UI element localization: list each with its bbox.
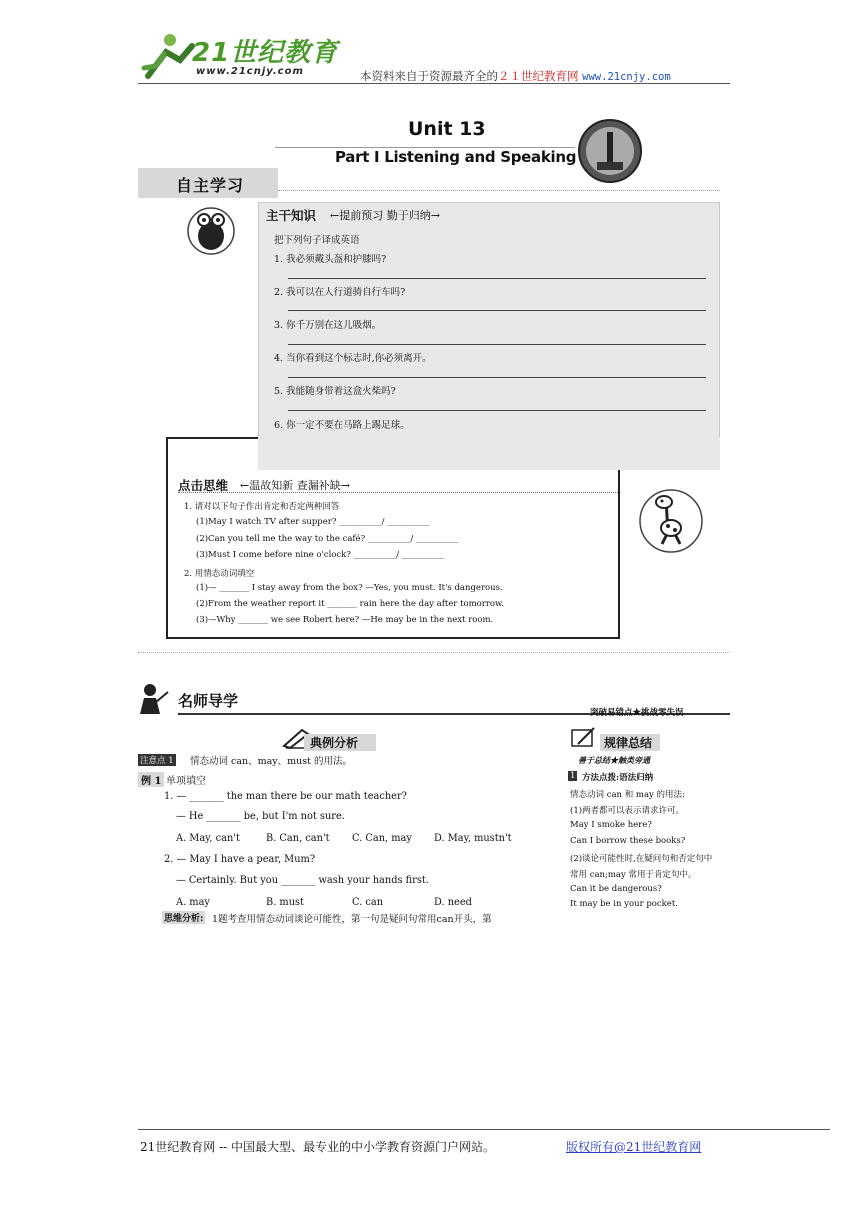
answer-line[interactable] bbox=[288, 410, 706, 411]
rule-line: Can I borrow these books? bbox=[570, 836, 686, 846]
rule-line: 常用 can;may 常用于肯定句中。 bbox=[570, 870, 697, 880]
q2-title: 2. 用情态动词填空 bbox=[184, 569, 255, 579]
rule-title: 方法点拨:语法归纳 bbox=[582, 773, 654, 783]
option[interactable]: D. need bbox=[434, 897, 472, 908]
translation-item: 5. 我能随身带着这盒火柴吗? bbox=[274, 386, 396, 397]
question-line: 1. — _______ the man there be our math teacher? bbox=[164, 791, 407, 802]
answer-line[interactable] bbox=[288, 278, 706, 279]
zhugan-label: 主干知识 bbox=[266, 208, 317, 223]
teacher-guide-label: 名师导学 bbox=[178, 692, 239, 710]
q1-item: (2)Can you tell me the way to the café? __________/ __________ bbox=[196, 534, 459, 544]
answer-line[interactable] bbox=[288, 377, 706, 378]
unit-title: Unit 13 bbox=[408, 118, 486, 140]
q1-item: (1)May I watch TV after supper? __________/ __________ bbox=[196, 517, 430, 527]
option[interactable]: D. May, mustn't bbox=[434, 833, 512, 844]
dotted-divider bbox=[178, 492, 618, 493]
note-tag: 注意点 1 bbox=[140, 756, 174, 766]
frog-mascot-icon bbox=[186, 206, 236, 256]
example-text: 单项填空 bbox=[166, 776, 206, 787]
rules-subtitle: 善于总结★触类旁通 bbox=[578, 755, 650, 765]
rule-line: It may be in your pocket. bbox=[570, 899, 678, 909]
rule-line: Can it be dangerous? bbox=[570, 884, 662, 894]
option[interactable]: B. must bbox=[266, 897, 304, 908]
translation-item: 6. 你一定不要在马路上踢足球。 bbox=[274, 420, 410, 431]
q2-item: (1)— _______ I stay away from the box? —Yes, you must. It's dangerous. bbox=[196, 583, 503, 593]
example-tag: 例 1 bbox=[138, 772, 164, 787]
dianji-label: 点击思维 bbox=[178, 478, 229, 493]
header-note-url[interactable]: www.21cnjy.com bbox=[582, 71, 671, 83]
logo-url: www.21cnjy.com bbox=[196, 66, 304, 77]
zhugan-subtitle: ←提前预习 勤于归纳→ bbox=[330, 209, 440, 222]
note-text: 情态动词 can、may、must 的用法。 bbox=[190, 756, 353, 767]
giraffe-mascot-icon bbox=[638, 488, 704, 554]
option[interactable]: B. Can, can't bbox=[266, 833, 330, 844]
rule-line: May I smoke here? bbox=[570, 820, 652, 830]
option[interactable]: A. May, can't bbox=[176, 833, 240, 844]
translation-item: 2. 我可以在人行道骑自行车吗? bbox=[274, 287, 406, 298]
question-line: 2. — May I have a pear, Mum? bbox=[164, 854, 316, 865]
dotted-divider bbox=[138, 652, 730, 653]
translation-item: 4. 当你看到这个标志时,你必须离开。 bbox=[274, 353, 432, 364]
rule-line: 情态动词 can 和 may 的用法: bbox=[570, 790, 685, 800]
footer-rule bbox=[138, 1129, 830, 1130]
pencil-icon bbox=[568, 726, 598, 750]
teacher-icon bbox=[136, 680, 170, 716]
footer-text: 21世纪教育网 -- 中国最大型、最专业的中小学教育资源门户网站。 bbox=[140, 1140, 496, 1154]
translation-item: 1. 我必须戴头盔和护膝吗? bbox=[274, 254, 387, 265]
logo-title: 21世纪教育 bbox=[192, 38, 339, 68]
translation-item: 3. 你千万别在这儿吸烟。 bbox=[274, 320, 382, 331]
examples-label: 典例分析 bbox=[304, 734, 376, 751]
option[interactable]: C. Can, may bbox=[352, 833, 412, 844]
dianji-subtitle: ←温故知新 查漏补缺→ bbox=[240, 479, 350, 492]
answer-line[interactable] bbox=[288, 344, 706, 345]
q1-item: (3)Must I come before nine o'clock? __________/ __________ bbox=[196, 550, 445, 560]
q2-item: (2)From the weather report it _______ rain here the day after tomorrow. bbox=[196, 599, 504, 609]
header-note-brand: ２１世纪教育网 bbox=[498, 69, 579, 83]
rules-label: 规律总结 bbox=[600, 734, 660, 751]
analysis-text: 1题考查用情态动词谈论可能性，第一句是疑问句常用can开头，第 bbox=[212, 914, 492, 925]
footer-copyright-link[interactable]: 版权所有@21世纪教育网 bbox=[566, 1140, 702, 1154]
question-line: — Certainly. But you _______ wash your hands first. bbox=[176, 875, 429, 886]
rule-tag: 1 bbox=[570, 771, 576, 781]
box-overlap bbox=[258, 437, 720, 470]
header-note bbox=[360, 68, 671, 84]
option[interactable]: C. can bbox=[352, 897, 384, 908]
analysis-tag: 思维分析: bbox=[162, 911, 205, 924]
question-line: — He _______ be, but I'm not sure. bbox=[176, 811, 345, 822]
q1-title: 1. 请对以下句子作出肯定和否定两种回答 bbox=[184, 502, 340, 512]
header-rule bbox=[138, 83, 730, 84]
part-title: Part Ⅰ Listening and Speaking bbox=[335, 148, 577, 166]
translation-instruction: 把下列句子译成英语 bbox=[274, 235, 360, 246]
option[interactable]: A. may bbox=[176, 897, 210, 908]
dotted-divider bbox=[278, 190, 720, 192]
tower-photo-icon bbox=[577, 118, 643, 184]
self-study-label: 自主学习 bbox=[176, 176, 245, 195]
rule-line: (1)两者都可以表示请求许可。 bbox=[570, 806, 685, 816]
teacher-right-text: 突破易错点★挑战零失误 bbox=[590, 708, 684, 718]
header-note-prefix: 本资料来自于资源最齐全的 bbox=[360, 69, 498, 83]
q2-item: (3)—Why _______ we see Robert here? —He may be in the next room. bbox=[196, 615, 494, 625]
rule-line: (2)谈论可能性时,在疑问句和否定句中 bbox=[570, 854, 713, 864]
answer-line[interactable] bbox=[288, 310, 706, 311]
